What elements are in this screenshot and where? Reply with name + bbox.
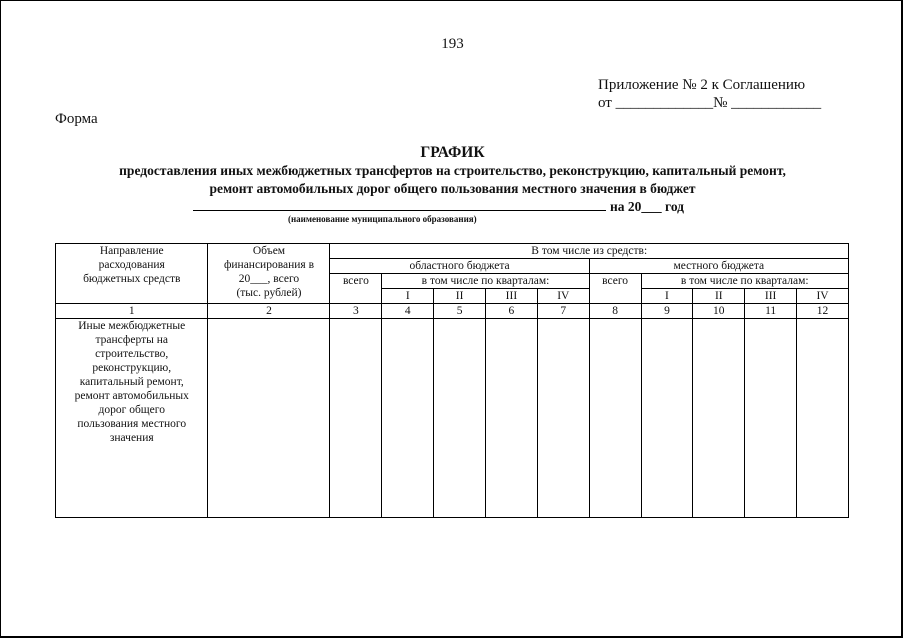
header-regional-q3: III	[486, 289, 538, 304]
column-number: 3	[330, 304, 382, 319]
header-local-budget: местного бюджета	[589, 259, 848, 274]
appendix-line-1: Приложение № 2 к Соглашению	[598, 77, 806, 93]
header-regional-q2: II	[434, 289, 486, 304]
header-regional-q4: IV	[537, 289, 589, 304]
column-number: 4	[382, 304, 434, 319]
appendix-line-2: от _____________№ ____________	[598, 95, 822, 111]
header-direction	[56, 244, 208, 304]
row-description-line: значения	[109, 432, 154, 444]
header-regional-q1: I	[382, 289, 434, 304]
column-number: 10	[693, 304, 745, 319]
table-cell	[693, 319, 745, 518]
municipality-blank-line	[193, 198, 606, 211]
row-description-line: Иные межбюджетные	[78, 320, 186, 332]
header-regional-total: всего	[330, 274, 382, 304]
header-group-sources: В том числе из средств:	[330, 244, 849, 259]
table-cell	[745, 319, 797, 518]
header-regional-quarters: в том числе по кварталам:	[382, 274, 589, 289]
column-number: 7	[537, 304, 589, 319]
row-description-line: пользования местного	[77, 418, 187, 430]
document-title: ГРАФИК	[420, 144, 485, 161]
column-number: 6	[486, 304, 538, 319]
header-volume-line-4: (тыс. рублей)	[236, 287, 302, 299]
subtitle-line-1: предоставления иных межбюджетных трансфертов на строительство, реконструкцию, капитальный ремонт,	[119, 163, 786, 178]
column-numbers-row	[56, 304, 849, 319]
table-cell	[208, 319, 330, 518]
table-cell	[537, 319, 589, 518]
row-description-line: реконструкцию,	[92, 362, 172, 374]
table-cell	[330, 319, 382, 518]
header-local-quarters: в том числе по кварталам:	[641, 274, 848, 289]
table-cell	[641, 319, 693, 518]
document-subtitle	[0, 162, 905, 198]
row-description	[56, 319, 208, 518]
row-description-line: ремонт автомобильных	[74, 390, 189, 402]
table-row	[56, 319, 849, 518]
column-number: 1	[56, 304, 208, 319]
page-number: 193	[441, 36, 464, 52]
appendix-reference	[598, 76, 821, 112]
table-cell	[797, 319, 849, 518]
header-local-q2: II	[693, 289, 745, 304]
table-cell	[434, 319, 486, 518]
row-description-line: капитальный ремонт,	[79, 376, 184, 388]
header-local-q1: I	[641, 289, 693, 304]
subtitle-year: на 20___ год	[610, 199, 685, 214]
subtitle-line-2: ремонт автомобильных дорог общего пользования местного значения в бюджет	[209, 181, 696, 196]
header-direction-line-2: расходования	[98, 259, 165, 271]
table-cell	[382, 319, 434, 518]
municipality-year-line	[193, 198, 684, 215]
header-volume-line-3: 20___, всего	[238, 273, 300, 285]
header-local-q3: III	[745, 289, 797, 304]
table-cell	[486, 319, 538, 518]
header-regional-budget: областного бюджета	[330, 259, 589, 274]
header-volume-line-1: Объем	[252, 245, 286, 257]
column-number: 5	[434, 304, 486, 319]
form-label: Форма	[55, 111, 98, 127]
column-number: 2	[208, 304, 330, 319]
table-cell	[589, 319, 641, 518]
row-description-line: трансферты на	[95, 334, 168, 346]
municipality-caption: (наименование муниципального образования)	[288, 214, 477, 224]
header-local-q4: IV	[797, 289, 849, 304]
row-description-line: строительство,	[95, 348, 169, 360]
header-volume	[208, 244, 330, 304]
header-direction-line-3: бюджетных средств	[83, 273, 181, 285]
header-volume-line-2: финансирования в	[223, 259, 315, 271]
column-number: 11	[745, 304, 797, 319]
schedule-table	[55, 243, 849, 518]
row-description-line: дорог общего	[98, 404, 165, 416]
header-local-total: всего	[589, 274, 641, 304]
column-number: 8	[589, 304, 641, 319]
header-direction-line-1: Направление	[99, 245, 164, 257]
column-number: 9	[641, 304, 693, 319]
column-number: 12	[797, 304, 849, 319]
